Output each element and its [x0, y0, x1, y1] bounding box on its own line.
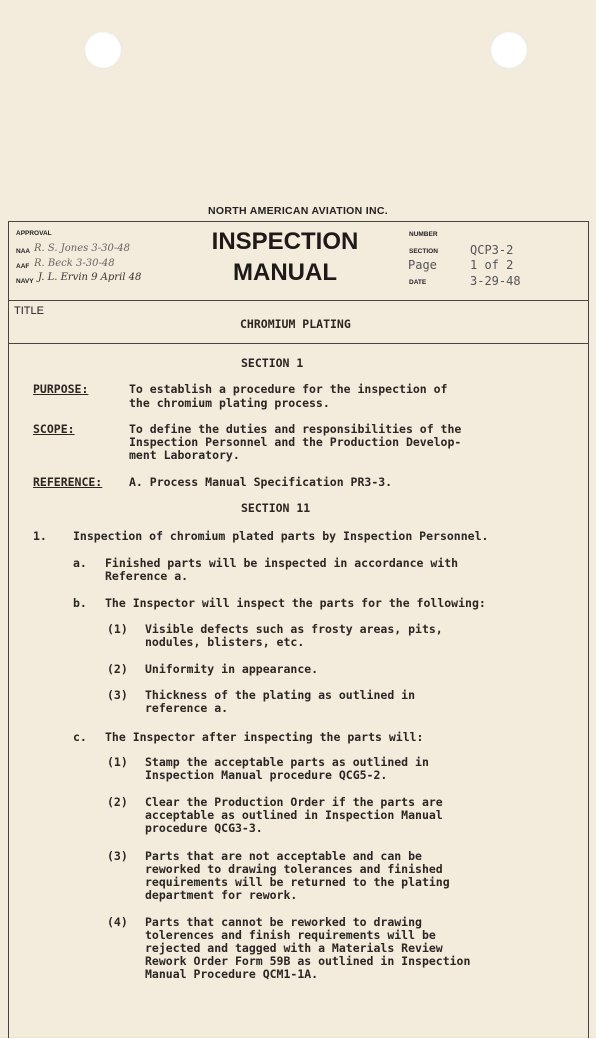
- company-name: NORTH AMERICAN AVIATION INC.: [208, 205, 388, 217]
- scope-line-2: Inspection Personnel and the Production Develop-: [129, 435, 462, 449]
- number-label: NUMBER: [409, 231, 438, 238]
- scope-line-3: ment Laboratory.: [129, 448, 240, 462]
- item-c4-line-1: Parts that cannot be reworked to drawing: [145, 915, 422, 929]
- approval-navy-tag: NAVY: [16, 278, 34, 285]
- heading-manual: MANUAL: [233, 259, 337, 286]
- item-c4-line-2: tolerences and finish requirements will be: [145, 928, 436, 942]
- item-1-text: Inspection of chromium plated parts by Inspection Personnel.: [73, 529, 489, 543]
- item-b-text: The Inspector will inspect the parts for the following:: [105, 596, 486, 610]
- section-1-heading: SECTION 1: [241, 356, 304, 370]
- item-c2-line-1: Clear the Production Order if the parts are: [145, 795, 443, 809]
- section-11-heading: SECTION 11: [241, 501, 311, 515]
- item-b1-mark: (1): [107, 622, 128, 636]
- purpose-line-1: To establish a procedure for the inspection of: [129, 382, 448, 396]
- item-c1-mark: (1): [107, 755, 128, 769]
- approval-naa-tag: NAA: [16, 248, 31, 255]
- item-b1-line-2: nodules, blisters, etc.: [145, 635, 305, 649]
- heading-inspection: INSPECTION: [211, 228, 359, 255]
- item-c2-mark: (2): [107, 795, 128, 809]
- page-value: 1 of 2: [470, 258, 514, 272]
- scope-line-1: To define the duties and responsibilities of the: [129, 422, 462, 436]
- item-c3-line-3: requirements will be returned to the plating: [145, 875, 450, 889]
- item-c4-mark: (4): [107, 915, 128, 929]
- reference-label: REFERENCE:: [33, 475, 103, 489]
- item-b3-line-1: Thickness of the plating as outlined in: [145, 688, 416, 702]
- date-value: 3-29-48: [470, 274, 521, 288]
- item-b3-mark: (3): [107, 688, 128, 702]
- scope-label: SCOPE:: [33, 422, 75, 436]
- item-c2-line-2: acceptable as outlined in Inspection Manual: [145, 808, 443, 822]
- aaf-signature: R. Beck 3-30-48: [34, 258, 115, 269]
- item-c4-line-5: Manual Procedure QCM1-1A.: [145, 967, 319, 981]
- item-b1-line-1: Visible defects such as frosty areas, pits,: [145, 622, 443, 636]
- item-b2-line-1: Uniformity in appearance.: [145, 662, 319, 676]
- item-c1-line-2: Inspection Manual procedure QCG5-2.: [145, 768, 388, 782]
- item-c2-line-3: procedure QCG3-3.: [145, 821, 263, 835]
- date-label: DATE: [409, 279, 427, 286]
- item-b-mark: b.: [73, 596, 87, 610]
- item-c3-line-1: Parts that are not acceptable and can be: [145, 849, 422, 863]
- item-c4-line-4: Rework Order Form 59B as outlined in Inspection: [145, 954, 471, 968]
- section-value: QCP3-2: [470, 243, 514, 257]
- punch-hole-left: [84, 31, 122, 69]
- item-c3-line-4: department for rework.: [145, 888, 298, 902]
- item-a-line-2: Reference a.: [105, 569, 189, 583]
- item-c1-line-1: Stamp the acceptable parts as outlined in: [145, 755, 429, 769]
- item-a-line-1: Finished parts will be inspected in accordance with: [105, 556, 459, 570]
- section-label: SECTION: [409, 248, 438, 255]
- page-label: Page: [408, 258, 437, 272]
- item-a-mark: a.: [73, 556, 87, 570]
- naa-signature: R. S. Jones 3-30-48: [34, 243, 131, 254]
- item-c3-line-2: reworked to drawing tolerances and finished: [145, 862, 443, 876]
- document-title: CHROMIUM PLATING: [240, 317, 351, 331]
- item-b3-line-2: reference a.: [145, 701, 229, 715]
- title-divider: [8, 343, 588, 344]
- approval-aaf-tag: AAF: [16, 263, 30, 270]
- navy-signature: J. L. Ervin 9 April 48: [38, 272, 142, 283]
- item-1-number: 1.: [33, 529, 47, 543]
- item-b2-mark: (2): [107, 662, 128, 676]
- purpose-label: PURPOSE:: [33, 382, 89, 396]
- header-divider: [8, 300, 588, 301]
- item-c4-line-3: rejected and tagged with a Materials Review: [145, 941, 443, 955]
- title-label: TITLE: [14, 305, 44, 317]
- item-c-text: The Inspector after inspecting the parts will:: [105, 730, 424, 744]
- item-c-mark: c.: [73, 730, 87, 744]
- reference-text: A. Process Manual Specification PR3-3.: [129, 475, 393, 489]
- item-c3-mark: (3): [107, 849, 128, 863]
- purpose-line-2: the chromium plating process.: [129, 396, 330, 410]
- approval-label: APPROVAL: [16, 230, 52, 237]
- punch-hole-right: [490, 31, 528, 69]
